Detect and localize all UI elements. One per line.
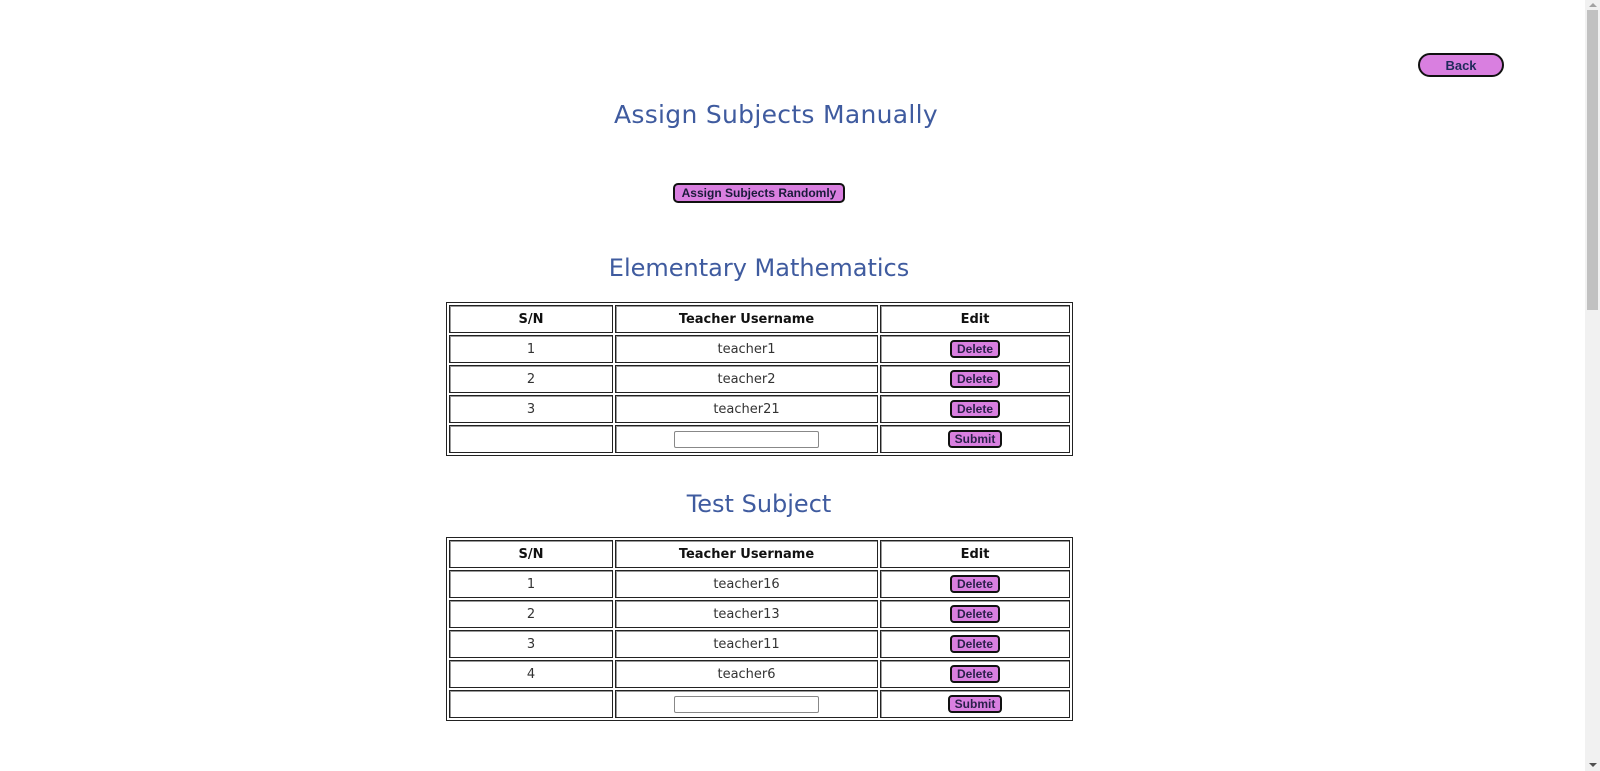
teacher-username-input[interactable] xyxy=(674,431,819,448)
subject-table xyxy=(446,302,1073,456)
scroll-down-arrow-icon[interactable] xyxy=(1589,763,1597,767)
cell-edit xyxy=(880,570,1070,598)
cell-username: teacher13 xyxy=(615,600,878,628)
delete-button[interactable]: Delete xyxy=(950,400,1000,418)
cell-username: teacher2 xyxy=(615,365,878,393)
cell-username: teacher6 xyxy=(615,660,878,688)
subject-table xyxy=(446,537,1073,721)
add-teacher-row xyxy=(449,690,1070,718)
cell-empty xyxy=(449,425,613,453)
column-header-sn: S/N xyxy=(449,305,613,333)
column-header-edit: Edit xyxy=(880,305,1070,333)
submit-button[interactable]: Submit xyxy=(948,430,1002,448)
cell-edit xyxy=(880,690,1070,718)
cell-sn: 2 xyxy=(449,365,613,393)
table-header-row xyxy=(449,305,1070,333)
table-row xyxy=(449,600,1070,628)
cell-username: teacher21 xyxy=(615,395,878,423)
cell-edit xyxy=(880,395,1070,423)
cell-input xyxy=(615,425,878,453)
table-row xyxy=(449,630,1070,658)
cell-edit xyxy=(880,335,1070,363)
column-header-username: Teacher Username xyxy=(615,540,878,568)
delete-button[interactable]: Delete xyxy=(950,605,1000,623)
assign-randomly-button[interactable]: Assign Subjects Randomly xyxy=(673,183,845,203)
delete-button[interactable]: Delete xyxy=(950,370,1000,388)
cell-edit xyxy=(880,600,1070,628)
delete-button[interactable]: Delete xyxy=(950,575,1000,593)
delete-button[interactable]: Delete xyxy=(950,635,1000,653)
table-row xyxy=(449,365,1070,393)
cell-sn: 1 xyxy=(449,335,613,363)
table-header-row xyxy=(449,540,1070,568)
scrollbar-thumb[interactable] xyxy=(1587,10,1598,310)
cell-empty xyxy=(449,690,613,718)
submit-button[interactable]: Submit xyxy=(948,695,1002,713)
back-button[interactable]: Back xyxy=(1418,53,1504,77)
cell-username: teacher1 xyxy=(615,335,878,363)
column-header-username: Teacher Username xyxy=(615,305,878,333)
cell-sn: 2 xyxy=(449,600,613,628)
cell-edit xyxy=(880,365,1070,393)
cell-sn: 3 xyxy=(449,630,613,658)
teacher-username-input[interactable] xyxy=(674,696,819,713)
cell-input xyxy=(615,690,878,718)
table-row xyxy=(449,335,1070,363)
cell-edit xyxy=(880,630,1070,658)
table-row xyxy=(449,395,1070,423)
cell-edit xyxy=(880,425,1070,453)
subject-title: Test Subject xyxy=(686,490,832,518)
cell-username: teacher11 xyxy=(615,630,878,658)
vertical-scrollbar[interactable] xyxy=(1585,0,1600,771)
delete-button[interactable]: Delete xyxy=(950,340,1000,358)
add-teacher-row xyxy=(449,425,1070,453)
cell-sn: 1 xyxy=(449,570,613,598)
cell-username: teacher16 xyxy=(615,570,878,598)
column-header-edit: Edit xyxy=(880,540,1070,568)
table-row xyxy=(449,660,1070,688)
page-title: Assign Subjects Manually xyxy=(614,100,938,129)
subject-title: Elementary Mathematics xyxy=(608,254,910,282)
cell-edit xyxy=(880,660,1070,688)
cell-sn: 3 xyxy=(449,395,613,423)
scroll-up-arrow-icon[interactable] xyxy=(1589,3,1597,7)
table-row xyxy=(449,570,1070,598)
column-header-sn: S/N xyxy=(449,540,613,568)
cell-sn: 4 xyxy=(449,660,613,688)
delete-button[interactable]: Delete xyxy=(950,665,1000,683)
